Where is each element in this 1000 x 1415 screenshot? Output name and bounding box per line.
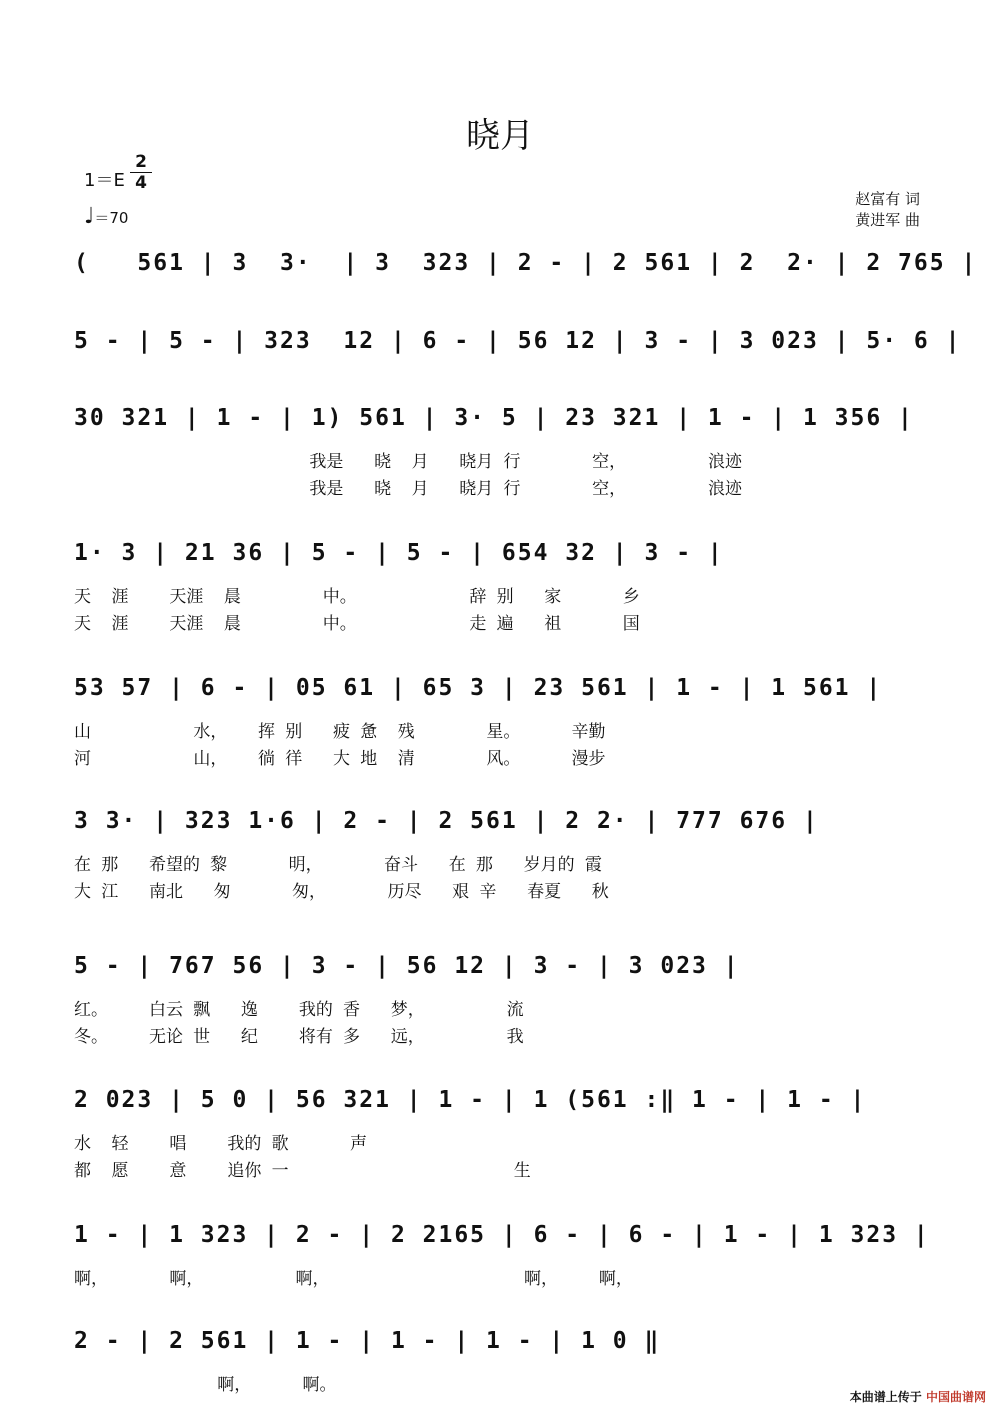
score-line (74, 540, 924, 634)
note-row: ( 561 | 3 3· | 3 323 | 2 - | 2 561 | 2 2· | 2 765 | (74, 250, 978, 276)
score-line (74, 1087, 924, 1181)
score-line (74, 675, 924, 769)
note-row: 3 3· | 323 1·6 | 2 - | 2 561 | 2 2· | 777 676 | (74, 808, 819, 834)
score-line (74, 405, 924, 499)
lyricist: 赵富有 词 (855, 190, 920, 208)
quarter-note-icon: ♩ (84, 204, 95, 229)
footer-brand: 中国曲谱网 (925, 1390, 986, 1404)
note-row: 2 023 | 5 0 | 56 321 | 1 - | 1 (561 :‖ 1 - | 1 - | (74, 1087, 867, 1113)
note-row: 5 - | 767 56 | 3 - | 56 12 | 3 - | 3 023 | (74, 953, 740, 979)
lyric-verse-1: 红。 白云 飘 逸 我的 香 梦， 流 (74, 1000, 524, 1020)
note-row: 2 - | 2 561 | 1 - | 1 - | 1 - | 1 0 ‖ (74, 1328, 661, 1354)
lyric-verse-1: 水 轻 唱 我的 歌 声 (74, 1134, 367, 1154)
lyric-verse-1: 山 水， 挥 别 疲 惫 残 星。 辛勤 (74, 722, 606, 742)
score-line (74, 808, 924, 902)
lyric-verse-2: 河 山， 徜 徉 大 地 清 风。 漫步 (74, 749, 606, 769)
key-signature: 1＝E (84, 170, 125, 191)
lyric-verse-1: 在 那 希望的 黎 明， 奋斗 在 那 岁月的 霞 (74, 855, 602, 875)
lyric-verse-2: 都 愿 意 追你 一 生 (74, 1161, 531, 1181)
composer: 黄进军 曲 (855, 211, 920, 229)
note-row: 1· 3 | 21 36 | 5 - | 5 - | 654 32 | 3 - | (74, 540, 724, 566)
note-row: 53 57 | 6 - | 05 61 | 65 3 | 23 561 | 1 - | 1 561 | (74, 675, 883, 701)
time-sig-bottom: 4 (130, 172, 152, 193)
page-title: 晓月 (466, 116, 534, 156)
note-row: 30 321 | 1 - | 1) 561 | 3· 5 | 23 321 | 1 - | 1 356 | (74, 405, 914, 431)
footer-text: 本曲谱上传于 (849, 1390, 922, 1404)
score-line (74, 1222, 930, 1292)
time-sig-top: 2 (135, 152, 147, 172)
tempo-value: ＝70 (94, 209, 129, 227)
note-row: 1 - | 1 323 | 2 - | 2 2165 | 6 - | 6 - | 1 - | 1 323 | (74, 1222, 930, 1248)
time-signature (130, 152, 152, 193)
score-line (74, 953, 924, 1047)
note-row: 5 - | 5 - | 323 12 | 6 - | 56 12 | 3 - | 3 023 | 5· 6 | (74, 328, 962, 354)
lyric-verse-2: 冬。 无论 世 纪 将有 多 远， 我 (74, 1027, 524, 1047)
score-line (74, 250, 978, 320)
score-line (74, 328, 962, 398)
lyric-verse-1: 我是 晓 月 晓月 行 空， 浪迹 (74, 452, 743, 472)
score-line (74, 1328, 924, 1398)
lyric-verse-2: 大 江 南北 匆 匆， 历尽 艰 辛 春夏 秋 (74, 882, 609, 902)
tempo-marking (84, 204, 128, 229)
lyric-verse-1: 啊， 啊。 (74, 1375, 337, 1395)
footer (850, 1388, 986, 1405)
lyric-verse-2: 我是 晓 月 晓月 行 空， 浪迹 (74, 479, 743, 499)
lyric-verse-1: 天 涯 天涯 晨 中。 辞 别 家 乡 (74, 587, 640, 607)
lyric-verse-1: 啊， 啊， 啊， 啊， 啊， (74, 1269, 633, 1289)
lyric-verse-2: 天 涯 天涯 晨 中。 走 遍 祖 国 (74, 614, 640, 634)
